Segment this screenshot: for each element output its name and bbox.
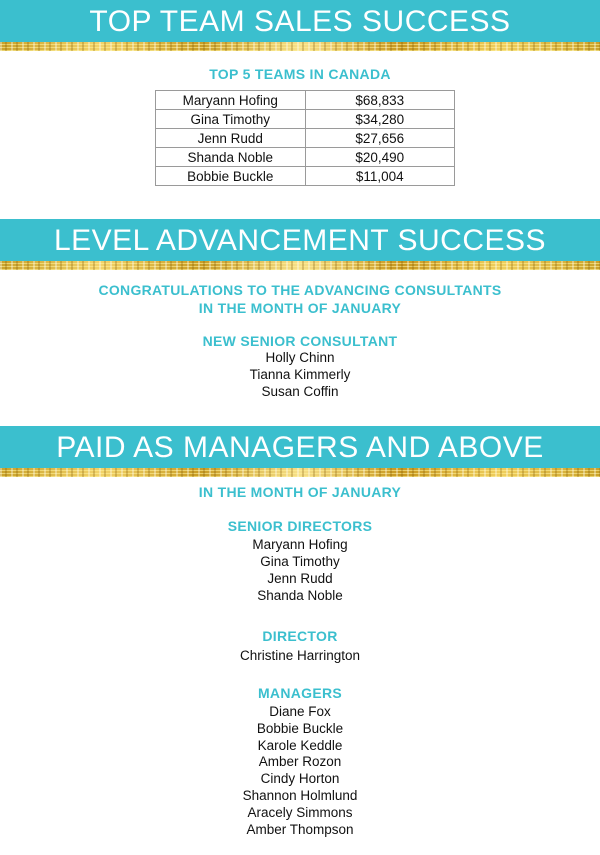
consultant-name: Susan Coffin xyxy=(261,384,339,399)
team-name: Shanda Noble xyxy=(156,148,306,167)
manager-name: Amber Thompson xyxy=(246,822,354,837)
team-name: Gina Timothy xyxy=(156,110,306,129)
gold-glitter-stripe xyxy=(0,261,600,270)
congratulations-heading: CONGRATULATIONS TO THE ADVANCING CONSULTANTS xyxy=(98,282,502,298)
gold-glitter-stripe xyxy=(0,42,600,51)
top-teams-heading: TOP 5 TEAMS IN CANADA xyxy=(209,66,391,82)
senior-director-name: Jenn Rudd xyxy=(267,571,333,586)
director-name: Christine Harrington xyxy=(239,648,361,663)
manager-name: Amber Rozon xyxy=(258,754,342,769)
manager-name: Diane Fox xyxy=(269,704,331,719)
senior-director-name: Gina Timothy xyxy=(260,554,340,569)
table-row xyxy=(156,148,455,167)
table-row xyxy=(156,110,455,129)
director-heading: DIRECTOR xyxy=(262,628,338,644)
senior-director-name: Shanda Noble xyxy=(257,588,343,603)
manager-name: Aracely Simmons xyxy=(247,805,353,820)
senior-director-name: Maryann Hofing xyxy=(252,537,348,552)
table-row xyxy=(156,91,455,110)
manager-name: Bobbie Buckle xyxy=(256,721,344,736)
consultant-name: Holly Chinn xyxy=(265,350,335,365)
gold-glitter-stripe xyxy=(0,468,600,477)
new-senior-consultant-heading: NEW SENIOR CONSULTANT xyxy=(202,333,398,349)
table-row xyxy=(156,167,455,186)
paid-as-managers-banner: PAID AS MANAGERS AND ABOVE xyxy=(0,426,600,468)
team-amount: $68,833 xyxy=(305,91,454,110)
paid-month-heading: IN THE MONTH OF JANUARY xyxy=(198,484,402,500)
consultant-name: Tianna Kimmerly xyxy=(249,367,351,382)
senior-directors-heading: SENIOR DIRECTORS xyxy=(227,518,373,534)
manager-name: Karole Keddle xyxy=(257,738,343,753)
managers-heading: MANAGERS xyxy=(257,685,343,701)
level-advancement-banner: LEVEL ADVANCEMENT SUCCESS xyxy=(0,219,600,261)
manager-name: Shannon Holmlund xyxy=(242,788,358,803)
team-amount: $20,490 xyxy=(305,148,454,167)
team-name: Bobbie Buckle xyxy=(156,167,306,186)
team-name: Maryann Hofing xyxy=(156,91,306,110)
team-amount: $11,004 xyxy=(305,167,454,186)
month-heading: IN THE MONTH OF JANUARY xyxy=(198,300,402,316)
sales-table xyxy=(155,90,455,186)
top-sales-banner: TOP TEAM SALES SUCCESS xyxy=(0,0,600,42)
team-name: Jenn Rudd xyxy=(156,129,306,148)
team-amount: $34,280 xyxy=(305,110,454,129)
table-row xyxy=(156,129,455,148)
team-amount: $27,656 xyxy=(305,129,454,148)
manager-name: Cindy Horton xyxy=(260,771,340,786)
